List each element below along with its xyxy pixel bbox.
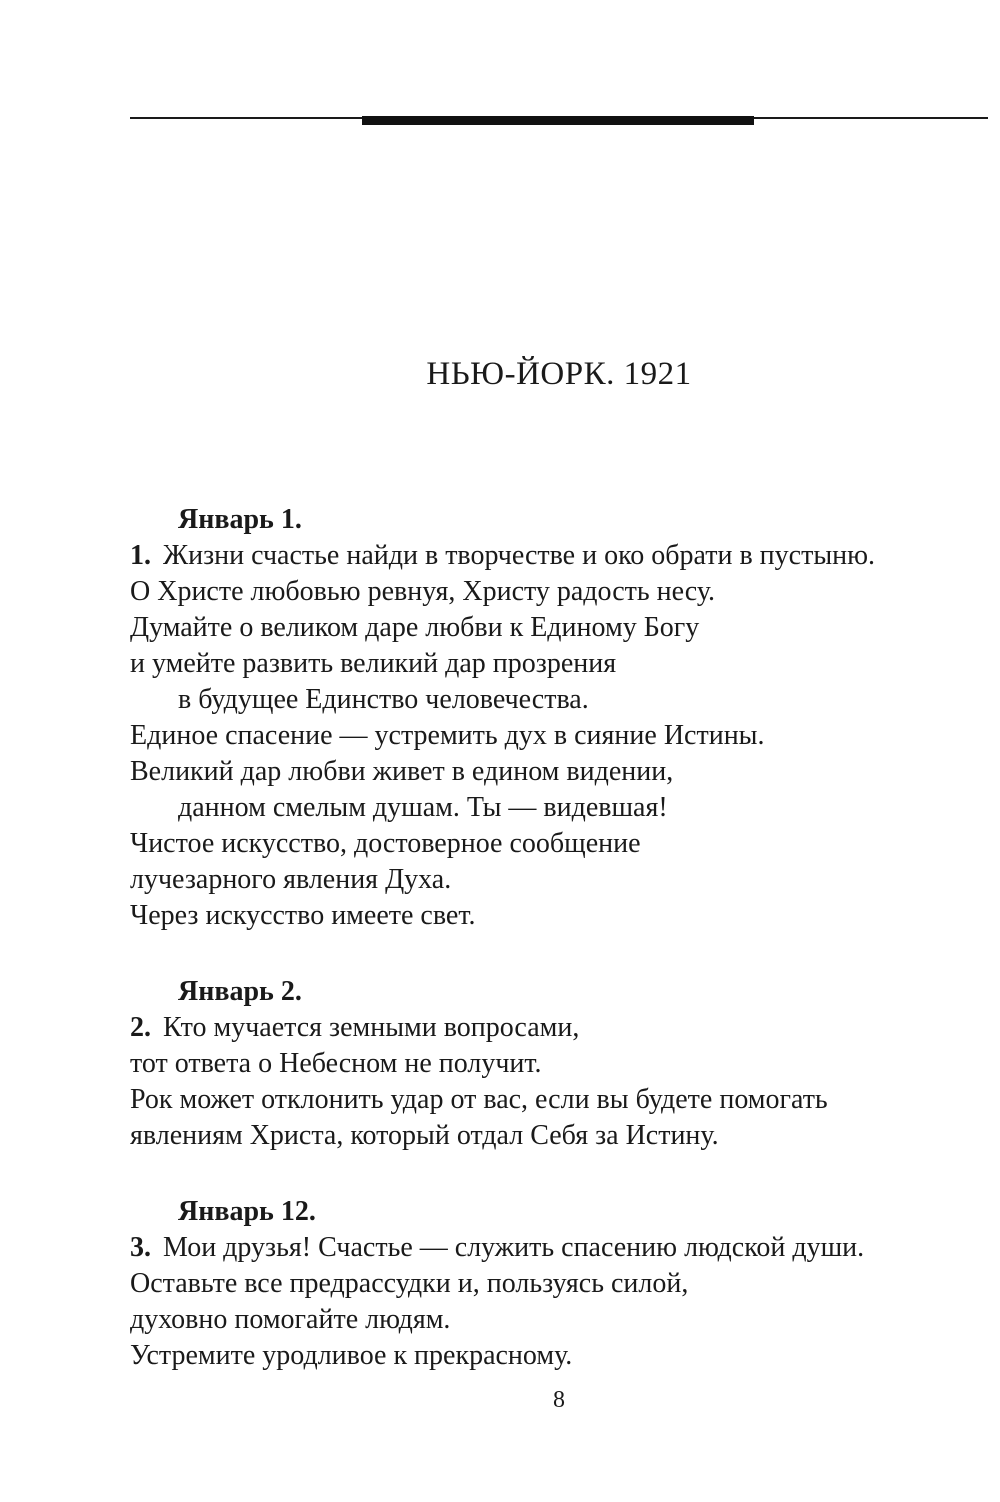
- text-line: тот ответа о Небесном не получит.: [130, 1048, 542, 1079]
- section-heading: Январь 1.: [178, 504, 302, 535]
- text-line: Единое спасение — устремить дух в сияние Истины.: [130, 720, 765, 751]
- text-line: духовно помогайте людям.: [130, 1304, 451, 1335]
- top-rule-thick: [362, 116, 754, 125]
- text-line: Великий дар любви живет в едином видении,: [130, 756, 674, 787]
- section-heading: Январь 2.: [178, 976, 302, 1007]
- page-title: НЬЮ-ЙОРК. 1921: [426, 356, 692, 392]
- body-text: [130, 502, 990, 1374]
- entry-number: 3.: [130, 1232, 151, 1263]
- text-line: в будущее Единство человечества.: [178, 684, 589, 715]
- text-line: [130, 1230, 990, 1266]
- text-line: явлениям Христа, который отдал Себя за Истину.: [130, 1120, 719, 1151]
- text-line: [130, 1010, 990, 1046]
- text-line: Думайте о великом даре любви к Единому Богу: [130, 612, 700, 643]
- text-line: данном смелым душам. Ты — видевшая!: [178, 792, 668, 823]
- text-line: Оставьте все предрассудки и, пользуясь силой,: [130, 1268, 689, 1299]
- text-line-content: Мои друзья! Счастье — служить спасению людской души.: [163, 1232, 865, 1263]
- text-line-content: Кто мучается земными вопросами,: [163, 1012, 580, 1043]
- section-gap: [130, 934, 990, 974]
- text-line-content: Жизни счастье найди в творчестве и око обрати в пустыню.: [163, 540, 876, 571]
- text-line: и умейте развить великий дар прозрения: [130, 648, 617, 679]
- text-line: лучезарного явления Духа.: [130, 864, 452, 895]
- entry-number: 2.: [130, 1012, 151, 1043]
- page-number: 8: [553, 1387, 565, 1413]
- section-heading: Январь 12.: [178, 1196, 316, 1227]
- text-line: Рок может отклонить удар от вас, если вы будете помогать: [130, 1084, 828, 1115]
- text-line: Чистое искусство, достоверное сообщение: [130, 828, 641, 859]
- text-line: О Христе любовью ревнуя, Христу радость несу.: [130, 576, 716, 607]
- text-line: Устремите уродливое к прекрасному.: [130, 1340, 573, 1371]
- entry-number: 1.: [130, 540, 151, 571]
- text-line: [130, 538, 990, 574]
- section-gap: [130, 1154, 990, 1194]
- text-line: Через искусство имеете свет.: [130, 900, 476, 931]
